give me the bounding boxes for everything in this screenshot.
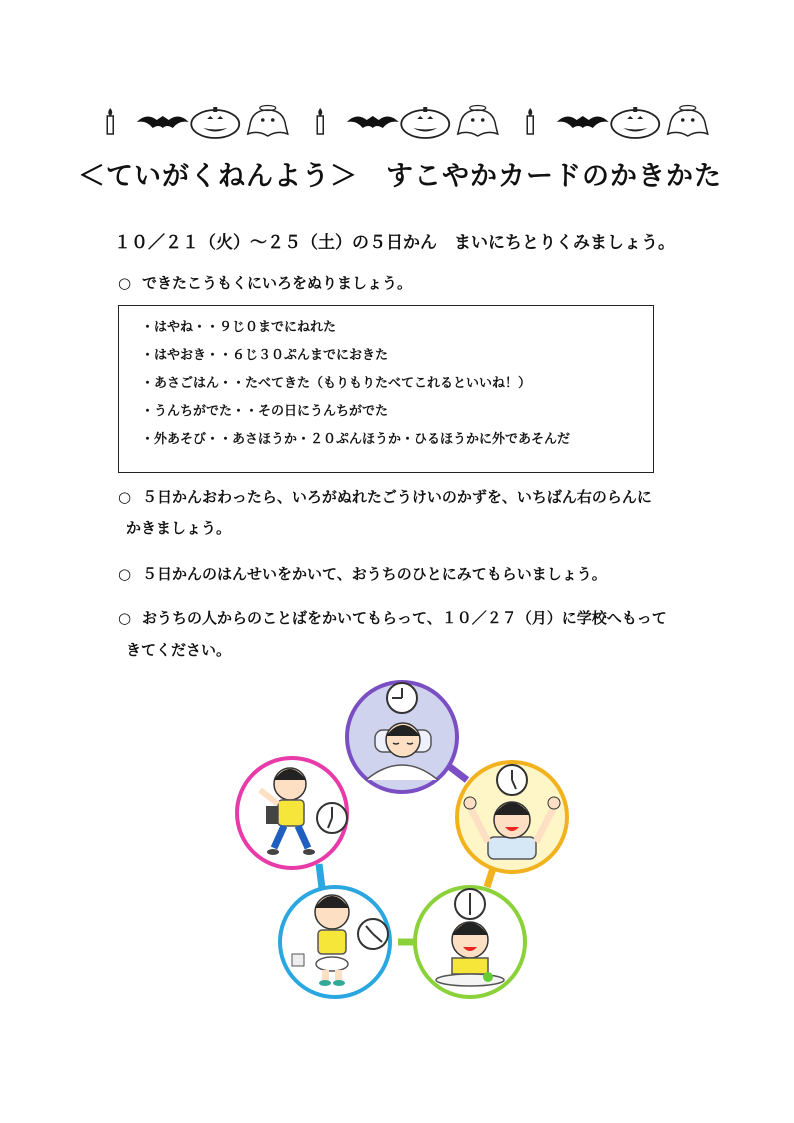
instruction-4-continued: きてください。 <box>126 641 232 659</box>
instruction-2-continued: かきましょう。 <box>126 519 232 537</box>
pumpkin-icon <box>191 107 239 138</box>
wake-scene <box>457 762 567 872</box>
ghost-icon <box>458 106 498 137</box>
halloween-banner <box>84 104 714 144</box>
daily-routine-illustration <box>230 672 575 1007</box>
instruction-1 <box>118 272 412 293</box>
date-range-text: １０／２１（火）～２５（土）の５日かん まいにちとりくみましょう。 <box>114 233 675 253</box>
checklist-item-outdoor-play: ・外あそび・・あさほうか・２０ぷんほうか・ひるほうかに外であそんだ <box>141 432 571 447</box>
pumpkin-icon <box>611 107 659 138</box>
circle-bullet: ○ <box>118 274 132 292</box>
instruction-3-text: ５日かんのはんせいをかいて、おうちのひとにみてもらいましょう。 <box>142 565 607 583</box>
circle-bullet: ○ <box>118 565 132 583</box>
checklist <box>141 318 570 458</box>
instruction-2-text: ５日かんおわったら、いろがぬれたごうけいのかずを、いちばん右のらんに <box>142 488 652 506</box>
instruction-4-text: おうちの人からのことばをかいてもらって、１０／２７（月）に学校へもって <box>142 609 667 627</box>
instruction-3 <box>118 563 607 584</box>
checklist-box <box>118 305 654 473</box>
checklist-item-breakfast: ・あさごはん・・たべてきた（もりもりたべてこれるといいね！） <box>141 376 532 391</box>
checklist-item-wakeup: ・はやおき・・６じ３０ぷんまでにおきた <box>141 348 389 363</box>
candle-icon <box>107 108 113 134</box>
pumpkin-icon <box>401 107 449 138</box>
checklist-item-bedtime: ・はやね・・９じ０までにねれた <box>141 320 337 335</box>
candle-icon <box>317 108 323 134</box>
banner-icons <box>107 106 708 139</box>
page-title: ＜ていがくねんよう＞ すこやかカードのかきかた <box>78 161 722 192</box>
play-scene <box>237 758 347 868</box>
circle-bullet: ○ <box>118 488 132 506</box>
bat-icon <box>557 116 609 128</box>
instruction-4 <box>118 607 667 628</box>
instruction-2 <box>118 486 652 507</box>
ghost-icon <box>668 106 708 137</box>
checklist-item-bowel: ・うんちがでた・・その日にうんちがでた <box>141 404 389 419</box>
instruction-1-text: できたこうもくにいろをぬりましょう。 <box>142 274 413 292</box>
toilet-scene <box>280 887 390 997</box>
bat-icon <box>137 116 189 128</box>
candle-icon <box>527 108 533 134</box>
ghost-icon <box>248 106 288 137</box>
bat-icon <box>347 116 399 128</box>
sleep-scene <box>347 682 457 792</box>
circle-bullet: ○ <box>118 609 132 627</box>
breakfast-scene <box>415 887 525 997</box>
